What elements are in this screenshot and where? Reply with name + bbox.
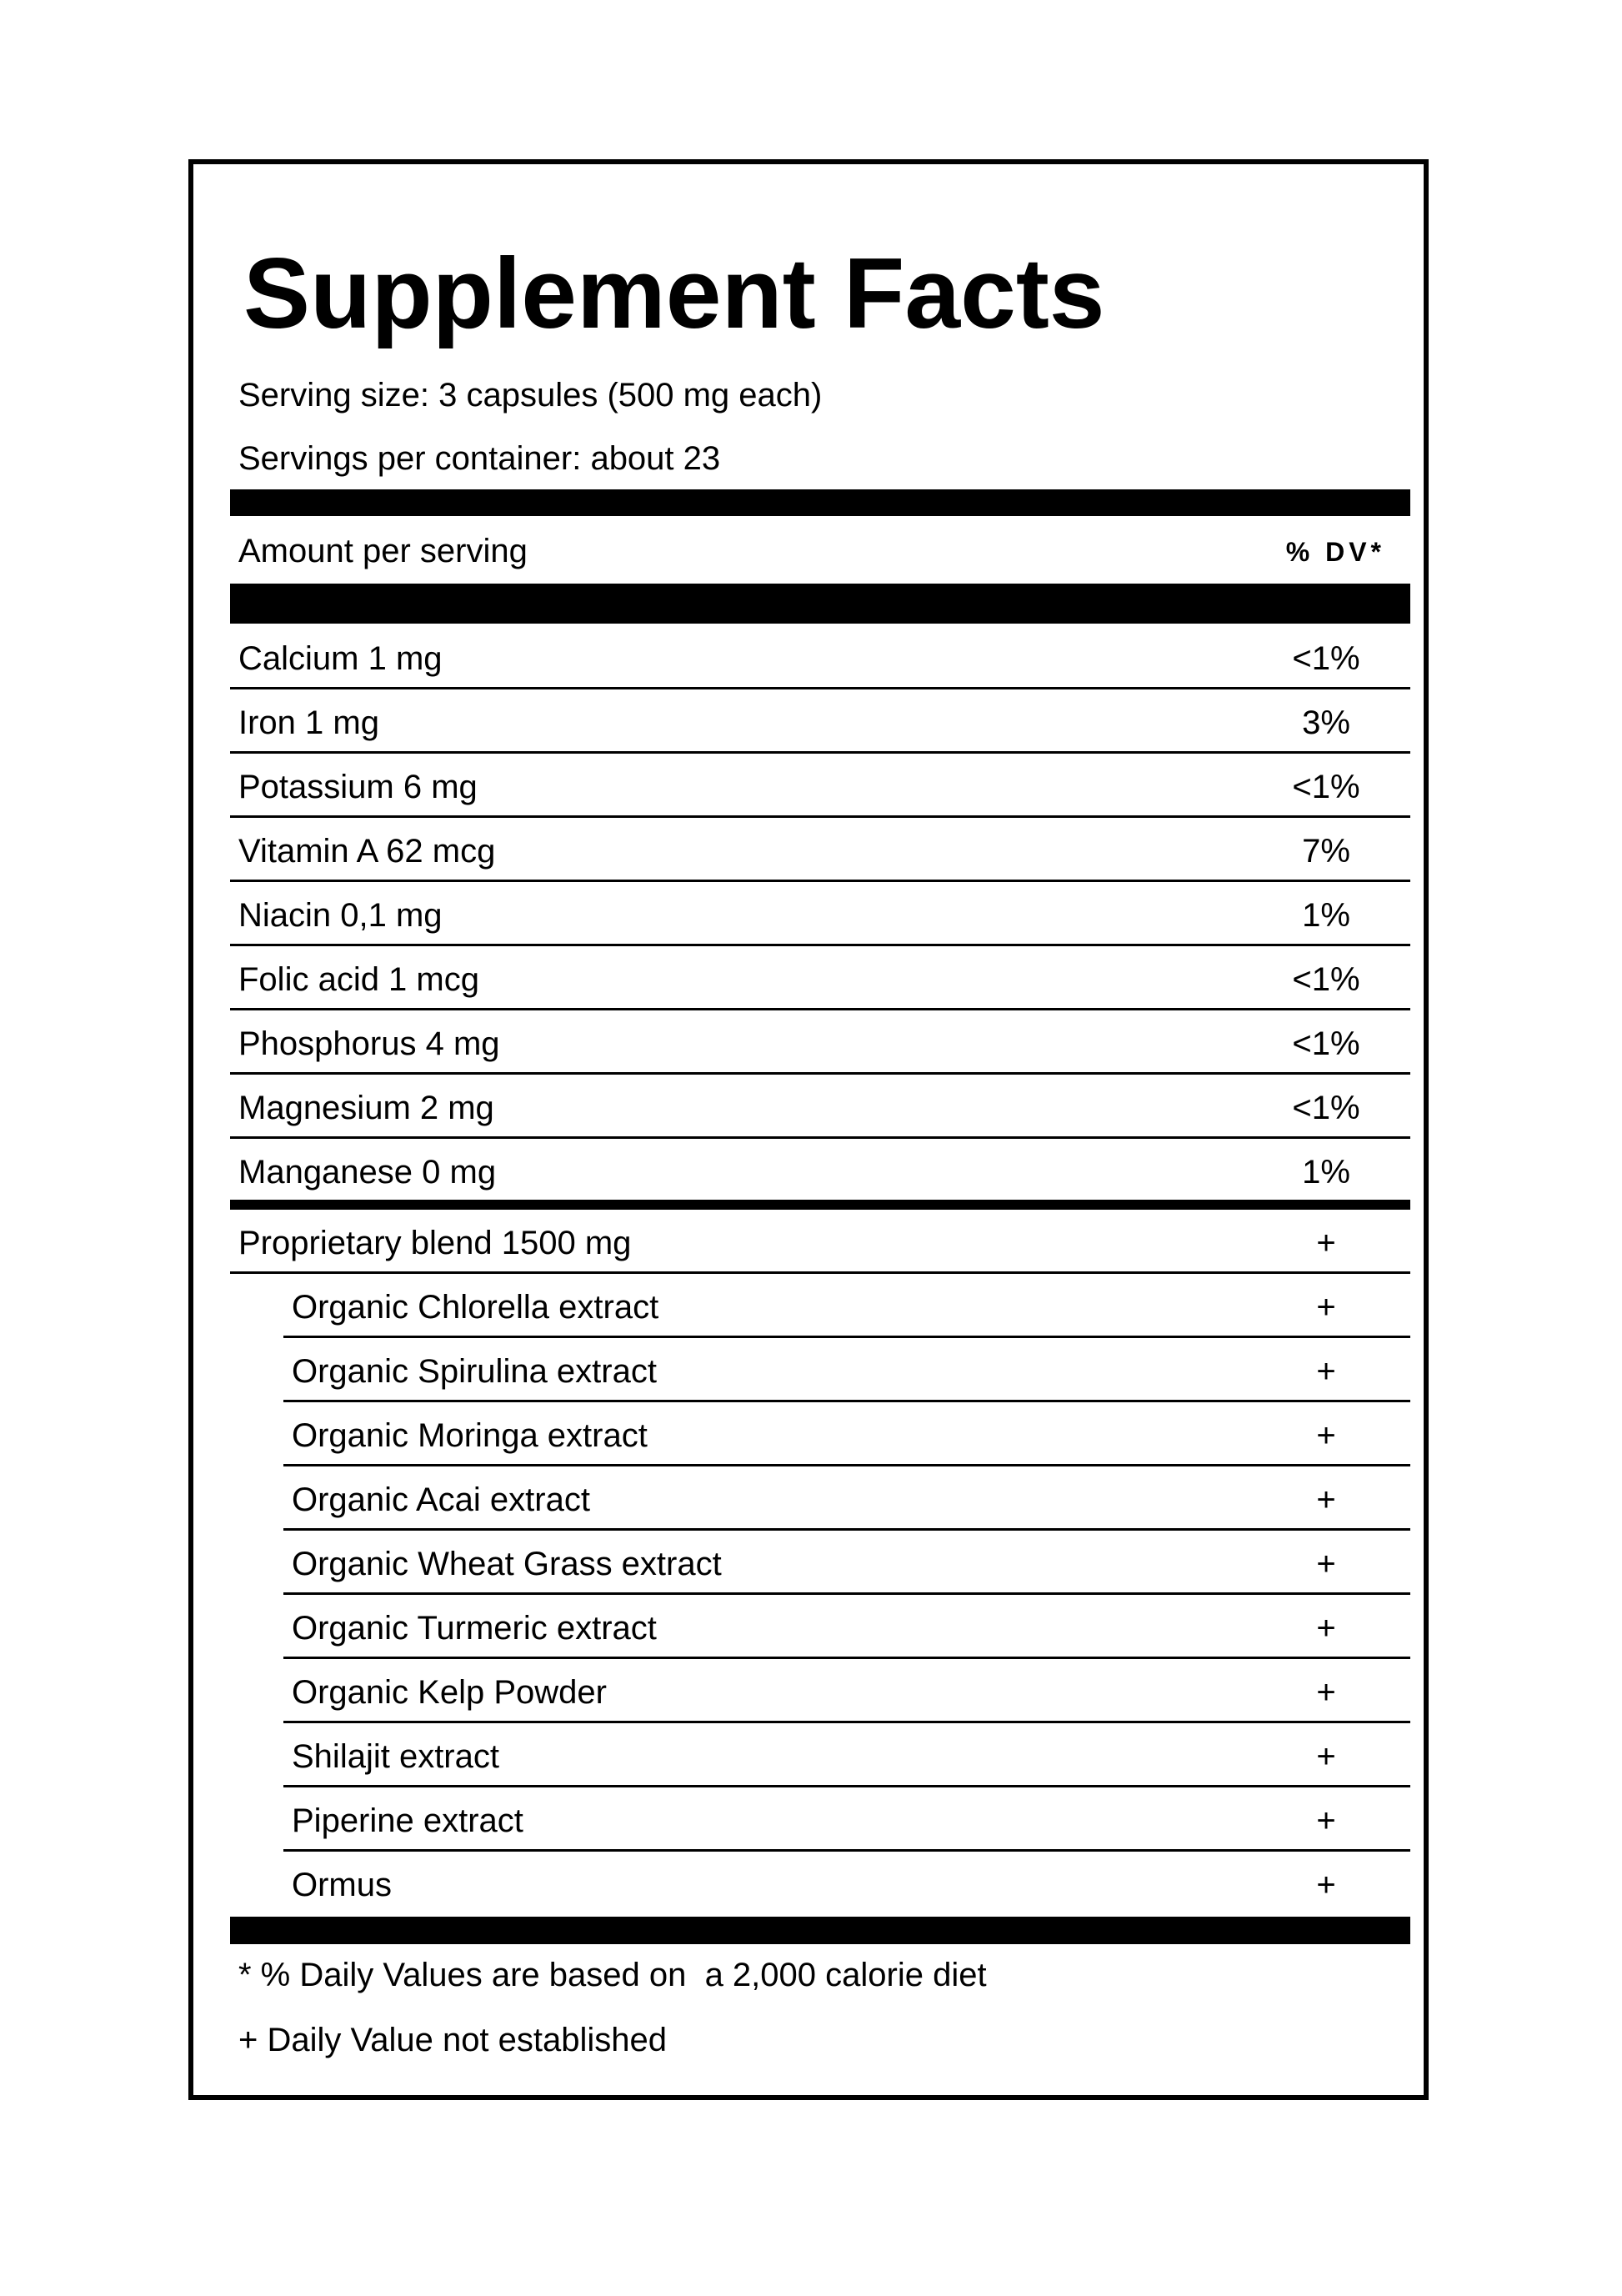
blend-name: Proprietary blend 1500 mg (238, 1225, 632, 1261)
nutrient-dv: <1% (1292, 640, 1360, 677)
ingredient-dv: + (1316, 1481, 1336, 1518)
blend-dv: + (1316, 1225, 1336, 1261)
ingredient-name: Shilajit extract (292, 1738, 499, 1775)
ingredient-dv: + (1316, 1417, 1336, 1454)
nutrient-dv: <1% (1292, 769, 1360, 805)
nutrient-row (230, 1010, 1410, 1075)
thick-divider (230, 1200, 1410, 1210)
nutrient-row (230, 1075, 1410, 1139)
ingredient-name: Organic Spirulina extract (292, 1353, 657, 1390)
ingredient-dv: + (1316, 1610, 1336, 1647)
nutrient-name: Magnesium 2 mg (238, 1090, 494, 1126)
panel-title: Supplement Facts (243, 238, 1105, 349)
nutrient-name: Iron 1 mg (238, 704, 379, 741)
ingredient-row (283, 1787, 1410, 1852)
nutrient-dv: 1% (1302, 897, 1350, 934)
amount-per-serving-label: Amount per serving (238, 533, 528, 569)
nutrient-row (230, 1139, 1410, 1203)
nutrient-dv: <1% (1292, 1090, 1360, 1126)
thick-divider (230, 489, 1410, 516)
ingredient-dv: + (1316, 1674, 1336, 1711)
ingredient-row (283, 1595, 1410, 1659)
nutrient-list (230, 625, 1410, 1203)
blend-row (230, 1210, 1410, 1274)
ingredient-name: Organic Kelp Powder (292, 1674, 607, 1711)
thick-divider (230, 1917, 1410, 1944)
nutrient-dv: 1% (1302, 1154, 1350, 1191)
nutrient-name: Potassium 6 mg (238, 769, 478, 805)
thick-divider (230, 584, 1410, 624)
ingredient-row (283, 1402, 1410, 1466)
nutrient-row (230, 818, 1410, 882)
not-established-footnote: + Daily Value not established (238, 2022, 668, 2058)
ingredient-name: Ormus (292, 1867, 392, 1903)
nutrient-dv: 7% (1302, 833, 1350, 870)
proprietary-blend-list (230, 1210, 1410, 1916)
nutrient-name: Phosphorus 4 mg (238, 1025, 500, 1062)
nutrient-name: Vitamin A 62 mcg (238, 833, 496, 870)
ingredient-name: Piperine extract (292, 1802, 523, 1839)
ingredient-dv: + (1316, 1546, 1336, 1582)
ingredient-row (283, 1659, 1410, 1723)
nutrient-row (230, 882, 1410, 946)
ingredient-name: Organic Turmeric extract (292, 1610, 657, 1647)
nutrient-name: Manganese 0 mg (238, 1154, 497, 1191)
ingredient-dv: + (1316, 1867, 1336, 1903)
ingredient-name: Organic Wheat Grass extract (292, 1546, 722, 1582)
ingredient-row (283, 1338, 1410, 1402)
nutrient-name: Niacin 0,1 mg (238, 897, 443, 934)
nutrient-dv: <1% (1292, 1025, 1360, 1062)
ingredient-dv: + (1316, 1738, 1336, 1775)
nutrient-dv: <1% (1292, 961, 1360, 998)
daily-value-header: % DV* (1285, 537, 1385, 567)
ingredient-dv: + (1316, 1802, 1336, 1839)
ingredient-name: Organic Chlorella extract (292, 1289, 659, 1326)
ingredient-row (283, 1531, 1410, 1595)
supplement-facts-panel (188, 159, 1429, 2100)
nutrient-name: Calcium 1 mg (238, 640, 443, 677)
ingredient-dv: + (1316, 1353, 1336, 1390)
serving-size: Serving size: 3 capsules (500 mg each) (238, 377, 823, 414)
nutrient-name: Folic acid 1 mcg (238, 961, 479, 998)
ingredient-row (283, 1723, 1410, 1787)
ingredient-name: Organic Moringa extract (292, 1417, 648, 1454)
nutrient-row (230, 754, 1410, 818)
nutrient-row (230, 689, 1410, 754)
ingredient-dv: + (1316, 1289, 1336, 1326)
ingredient-name: Organic Acai extract (292, 1481, 590, 1518)
nutrient-dv: 3% (1302, 704, 1350, 741)
ingredient-row (283, 1274, 1410, 1338)
ingredient-row (283, 1466, 1410, 1531)
servings-per-container: Servings per container: about 23 (238, 440, 721, 477)
nutrient-row (230, 946, 1410, 1010)
nutrient-row (230, 625, 1410, 689)
daily-value-footnote: * % Daily Values are based on a 2,000 calorie diet (238, 1957, 987, 1993)
ingredient-row (283, 1852, 1410, 1916)
